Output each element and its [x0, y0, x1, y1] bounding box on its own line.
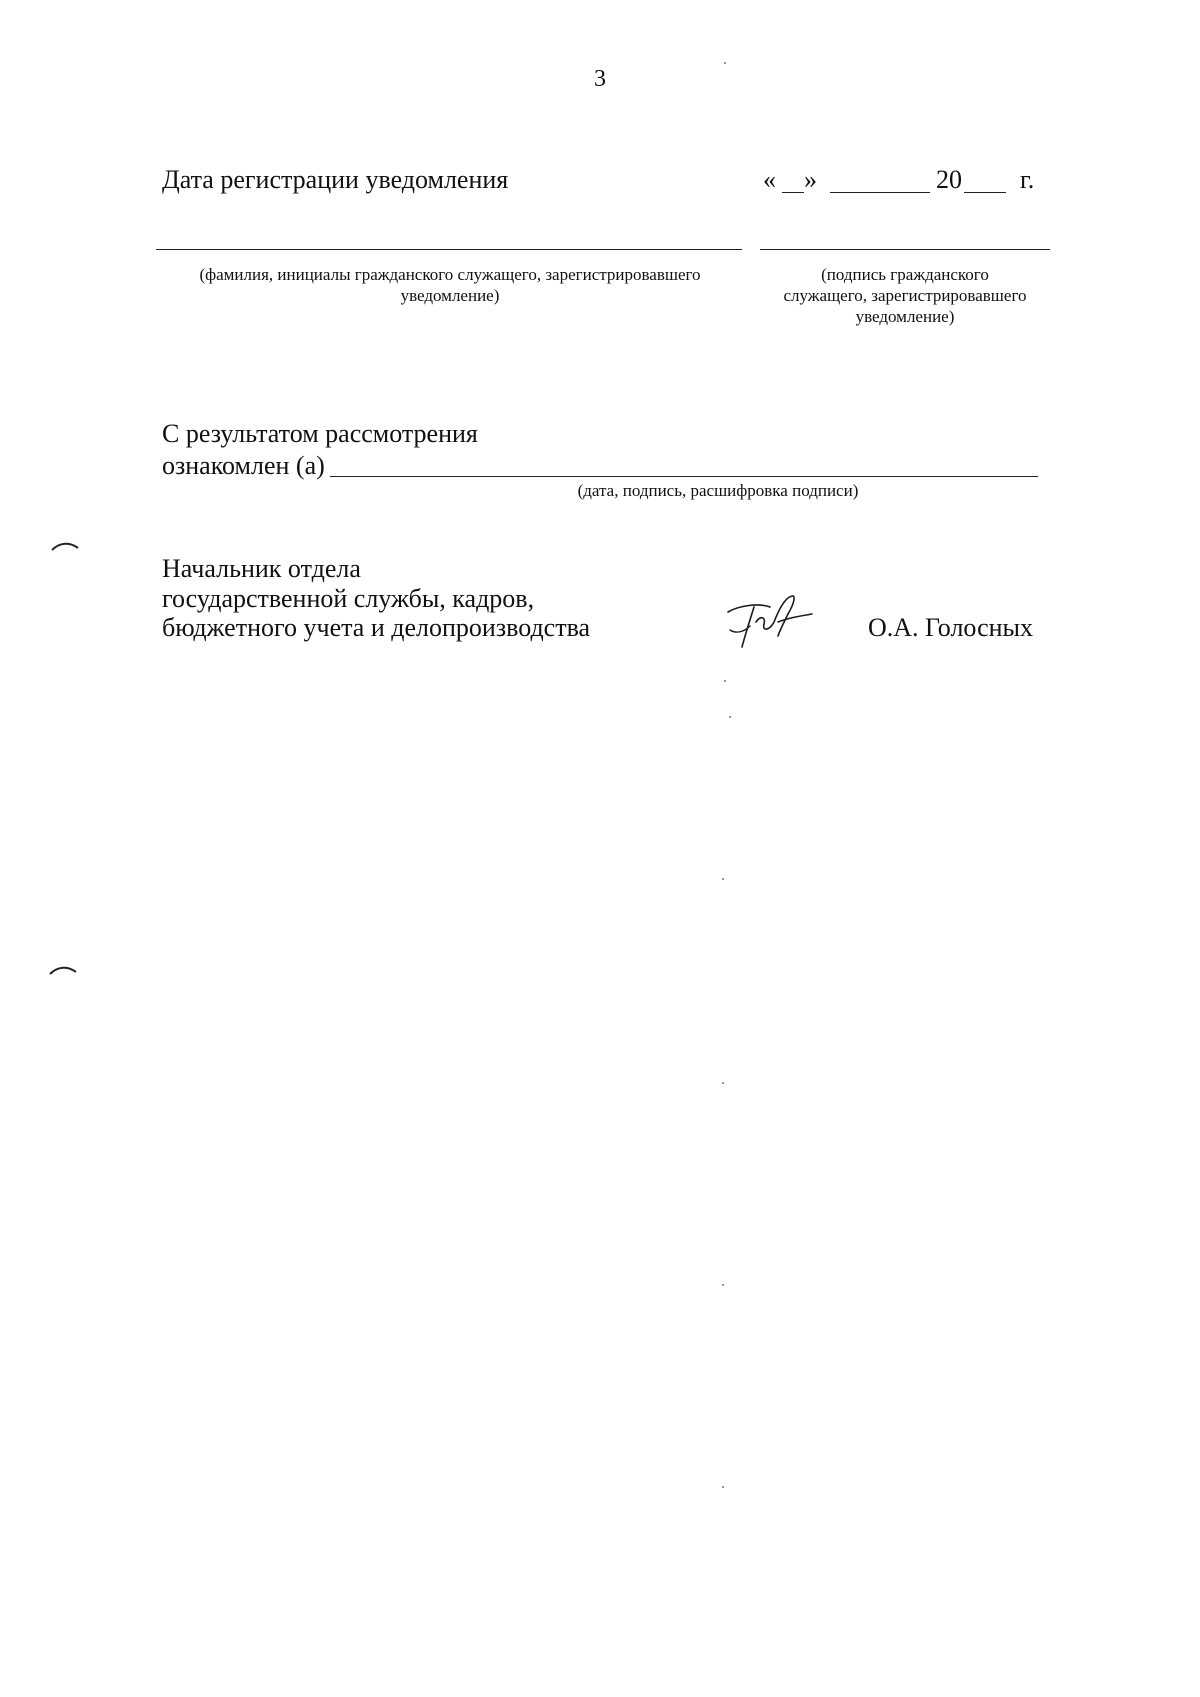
punch-hole-mark-bottom — [48, 964, 78, 978]
registrar-signature-caption — [760, 264, 1050, 327]
registrar-signature-line[interactable] — [760, 249, 1050, 250]
scan-dot — [724, 680, 726, 682]
approver-title-line-3: бюджетного учета и делопроизводства — [162, 613, 591, 642]
scan-dot — [722, 1486, 724, 1488]
date-open-quote: « — [763, 165, 776, 194]
signature-caption-line-2: служащего, зарегистрировавшего — [783, 286, 1027, 305]
signature-caption-line-3: уведомление) — [855, 307, 955, 326]
acknowledged-label: ознакомлен (а) — [162, 451, 325, 480]
year-suffix: г. — [1020, 165, 1035, 194]
registrar-name-caption: (фамилия, инициалы гражданского служащего, зарегистрировавшего уведомление) — [199, 265, 701, 305]
scan-dot — [722, 1284, 724, 1286]
acknowledgment-caption: (дата, подпись, расшифровка подписи) — [577, 481, 859, 500]
review-result-label: С результатом рассмотрения — [162, 419, 478, 448]
scan-dot — [722, 1082, 724, 1084]
approver-name: О.А. Голосных — [868, 613, 1034, 642]
punch-hole-mark-top — [50, 540, 80, 554]
scan-dot — [722, 878, 724, 880]
registration-date-field[interactable] — [760, 164, 1050, 198]
handwritten-signature — [722, 592, 818, 650]
day-blank — [782, 192, 804, 193]
scan-dot — [729, 716, 731, 718]
year-prefix: 20 — [936, 165, 962, 194]
year-blank — [964, 192, 1006, 193]
registrar-name-line[interactable] — [156, 249, 742, 250]
date-close-quote: » — [804, 165, 817, 194]
month-blank — [830, 192, 930, 193]
registration-date-label: Дата регистрации уведомления — [162, 165, 509, 194]
acknowledgment-line[interactable] — [330, 476, 1038, 477]
scan-dot — [724, 62, 726, 64]
page-number: 3 — [594, 66, 606, 92]
approver-title-line-2: государственной службы, кадров, — [162, 584, 535, 613]
signature-caption-line-1: (подпись гражданского — [821, 265, 989, 284]
approver-title-line-1: Начальник отдела — [162, 554, 361, 583]
